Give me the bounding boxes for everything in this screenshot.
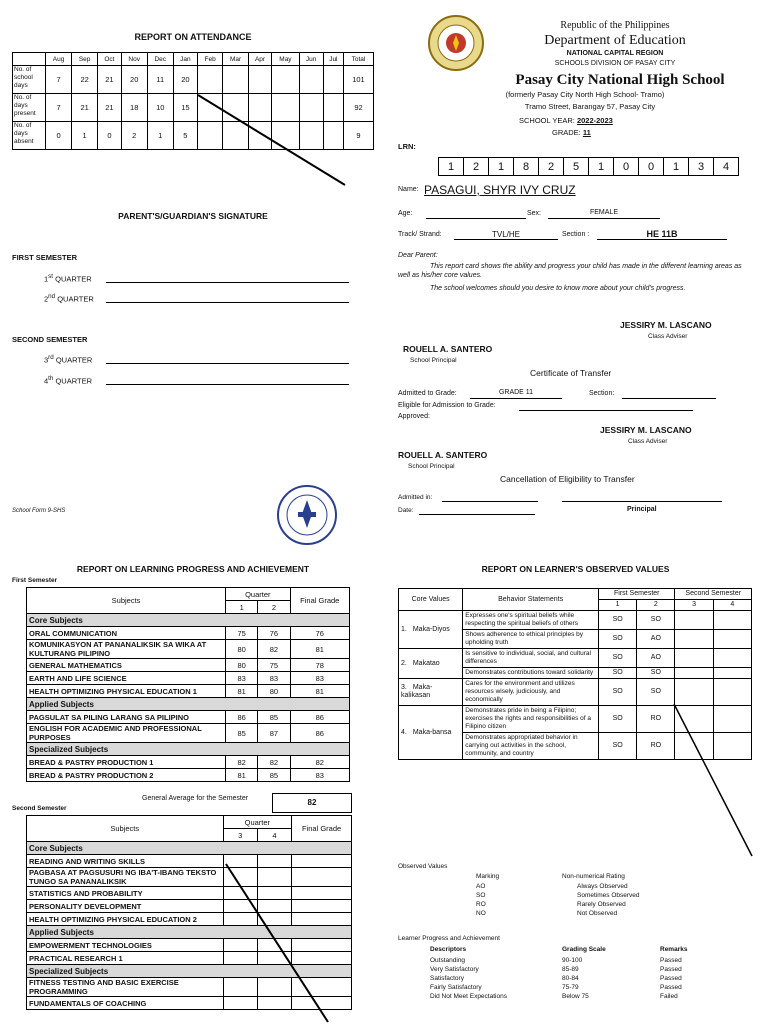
attendance-row-label: No. of days present	[13, 94, 46, 122]
q3-mark	[675, 649, 713, 668]
school-name: Pasay City National High School	[515, 72, 725, 88]
subject-row	[27, 724, 350, 743]
subject-name: STATISTICS AND PROBABILITY	[27, 887, 224, 900]
core-name: Maka-Diyos	[412, 625, 450, 633]
grade-label: GRADE:	[552, 128, 581, 137]
q3-signature-line[interactable]	[106, 353, 349, 364]
principal-name-2: ROUELL A. SANTERO	[398, 450, 488, 460]
scale-item	[430, 956, 730, 965]
q1-grade: 75	[226, 627, 258, 640]
grading-range: 75-79	[562, 984, 579, 991]
final-grade: 82	[290, 756, 349, 769]
q3-header: 3	[223, 829, 257, 842]
core-value	[399, 611, 463, 649]
region-label: NATIONAL CAPITAL REGION	[566, 50, 664, 57]
q3-mark	[675, 630, 713, 649]
q2-grade: 87	[258, 724, 290, 743]
specialized-subjects-row-label: Specialized Subjects	[27, 965, 352, 978]
final-grade: 81	[290, 640, 349, 659]
marking-code: NO	[476, 910, 486, 917]
attendance-title: REPORT ON ATTENDANCE	[134, 32, 252, 42]
transfer-title: Certificate of Transfer	[530, 368, 612, 378]
subject-name: ORAL COMMUNICATION	[27, 627, 226, 640]
core-subjects-row	[27, 842, 352, 855]
lrn-digit: 4	[714, 158, 739, 176]
month-header: May	[272, 53, 299, 66]
final-grade: 81	[290, 685, 349, 698]
second-semester-label: SECOND SEMESTER	[12, 335, 88, 344]
sy-label: SCHOOL YEAR:	[519, 116, 575, 125]
q2-mark: SO	[637, 611, 675, 630]
q2-mark: SO	[637, 679, 675, 706]
dear-label: Dear Parent:	[398, 252, 438, 259]
lrn-digit: 1	[489, 158, 514, 176]
core-value	[399, 679, 463, 706]
core-name: Maka-bansa	[412, 728, 452, 736]
vq3-header: 3	[675, 600, 713, 611]
attendance-cell: 18	[121, 94, 147, 122]
school-year	[519, 116, 613, 125]
month-header: Nov	[121, 53, 147, 66]
sex-label: Sex:	[527, 210, 542, 217]
q2-grade: 80	[258, 685, 290, 698]
marking-item	[476, 900, 676, 909]
cancellation-title: Cancellation of Eligibility to Transfer	[500, 474, 635, 484]
adviser-role-2: Class Adviser	[628, 438, 668, 445]
student-name: PASAGUI, SHYR IVY CRUZ	[424, 183, 576, 197]
subject-name: ENGLISH FOR ACADEMIC AND PROFESSIONAL PURPOSES	[27, 724, 226, 743]
subject-name: BREAD & PASTRY PRODUCTION 2	[27, 769, 226, 782]
month-header: Jun	[299, 53, 323, 66]
subject-name: FUNDAMENTALS OF COACHING	[27, 997, 224, 1010]
transfer-section-field[interactable]	[622, 389, 716, 399]
sy-value: 2022-2023	[576, 116, 613, 125]
q1-label: 1st QUARTER	[44, 273, 92, 284]
behavior-statement: Cares for the environment and utilizes resources wisely, judiciously, and economically	[463, 679, 599, 706]
marking-meaning: Rarely Observed	[577, 901, 626, 908]
q1-mark: SO	[599, 611, 637, 630]
q2-signature-line[interactable]	[106, 292, 349, 303]
subject-row	[27, 769, 350, 782]
guardian-title: PARENT'S/GUARDIAN'S SIGNATURE	[118, 211, 268, 221]
subject-name: PERSONALITY DEVELOPMENT	[27, 900, 224, 913]
behavior-statement: Demonstrates contributions toward solidarity	[463, 668, 599, 679]
applied-subjects-row	[27, 698, 350, 711]
q1-mark: SO	[599, 733, 637, 760]
quarter-header: Quarter	[226, 588, 290, 601]
marking-item	[476, 909, 676, 918]
quarter-header-2: Quarter	[223, 816, 292, 829]
lrn-digit: 1	[589, 158, 614, 176]
core-name: Maka-kalikasan	[401, 684, 433, 699]
q4-mark	[713, 630, 751, 649]
values-title: REPORT ON LEARNER'S OBSERVED VALUES	[481, 564, 670, 574]
vq1-header: 1	[599, 600, 637, 611]
principal-role-1: School Principal	[410, 357, 457, 364]
attendance-cell: 1	[147, 122, 173, 150]
address-label: Tramo Street, Barangay 57, Pasay City	[524, 102, 656, 111]
attendance-cell: 10	[147, 94, 173, 122]
descriptor: Fairly Satisfactory	[430, 984, 482, 991]
adviser-role-1: Class Adviser	[648, 333, 688, 340]
principal-name-1: ROUELL A. SANTERO	[403, 344, 493, 354]
attendance-cell: 11	[147, 66, 173, 94]
scale-item	[430, 974, 730, 983]
attendance-cell: 9	[343, 122, 373, 150]
subjects-header: Subjects	[27, 588, 226, 614]
marking-item	[476, 882, 676, 891]
q2-header: 2	[258, 601, 290, 614]
q2-grade: 85	[258, 769, 290, 782]
behavior-statement: Shows adherence to ethical principles by upholding truth	[463, 630, 599, 649]
month-header: Feb	[197, 53, 222, 66]
progress-label: Learner Progress and Achievement	[398, 935, 500, 942]
core-value	[399, 706, 463, 760]
remarks-header: Remarks	[660, 946, 688, 953]
adviser-name-1: JESSIRY M. LASCANO	[620, 320, 712, 330]
specialized-subjects-row	[27, 743, 350, 756]
observed-values-label: Observed Values	[398, 863, 448, 870]
department-label: Department of Education	[544, 33, 686, 48]
behavior-statement: Expresses one's spiritual beliefs while respecting the spiritual beliefs of others	[463, 611, 599, 630]
subject-name: FITNESS TESTING AND BASIC EXERCISE PROGRAMMING	[27, 978, 224, 997]
q2-grade: 83	[258, 672, 290, 685]
marking-list	[476, 882, 676, 918]
subject-row	[27, 672, 350, 685]
q4-header: 4	[257, 829, 291, 842]
attendance-cell: 101	[343, 66, 373, 94]
republic-label: Republic of the Philippines	[560, 20, 670, 31]
month-header: Oct	[98, 53, 121, 66]
attendance-cell: 92	[343, 94, 373, 122]
grading-scale-header: Grading Scale	[562, 946, 606, 953]
lrn-digit: 5	[564, 158, 589, 176]
subject-name: PAGBASA AT PAGSUSURI NG IBA'T-IBANG TEKSTO TUNGO SA PANANALIKSIK	[27, 868, 224, 887]
final-grade: 76	[290, 627, 349, 640]
subject-row	[27, 627, 350, 640]
q1-grade: 81	[226, 685, 258, 698]
behavior-statement: Demonstrates pride in being a Filipino; exercises the rights and responsibilities of a Filipino citizen	[463, 706, 599, 733]
q1-grade: 86	[226, 711, 258, 724]
q1-mark: SO	[599, 649, 637, 668]
blank-cell	[13, 53, 46, 66]
attendance-cell: 2	[121, 122, 147, 150]
final-grade: 86	[290, 724, 349, 743]
admitted-in-label: Admitted in:	[398, 494, 433, 501]
sem2-strike-line	[220, 860, 340, 1024]
core-subjects-row	[27, 614, 350, 627]
q2-mark: RO	[637, 706, 675, 733]
marking-code: AO	[476, 883, 486, 890]
month-header: Jul	[323, 53, 343, 66]
q2-grade: 75	[258, 659, 290, 672]
attendance-cell: 15	[173, 94, 197, 122]
school-seal-icon	[426, 14, 486, 72]
attendance-cell: 21	[98, 66, 121, 94]
attendance-cell: 1	[72, 122, 98, 150]
cancellation-principal-label: Principal	[627, 506, 657, 513]
letter-p1: This report card shows the ability and progress your child has made in the different learning areas as well as his/her core values.	[398, 263, 742, 279]
q2-mark: SO	[637, 668, 675, 679]
q2-mark: AO	[637, 630, 675, 649]
approved-label: Approved:	[398, 413, 430, 420]
subject-row	[27, 756, 350, 769]
values-strike-line	[668, 700, 758, 860]
q1-grade: 80	[226, 659, 258, 672]
grading-range: Below 75	[562, 993, 589, 1000]
vq2-header: 2	[637, 600, 675, 611]
core-values-header: Core Values	[399, 589, 463, 611]
q3-mark	[675, 611, 713, 630]
attendance-cell: 0	[46, 122, 72, 150]
core-num: 2.	[401, 659, 407, 667]
q1-grade: 83	[226, 672, 258, 685]
q3-label: 3rd QUARTER	[44, 354, 93, 365]
core-num: 3.	[401, 684, 407, 691]
subject-row	[27, 685, 350, 698]
q2-mark: AO	[637, 649, 675, 668]
remark: Passed	[660, 957, 682, 964]
date-label: Date:	[398, 507, 414, 514]
lrn-label: LRN:	[398, 142, 416, 151]
final-grade: 86	[290, 711, 349, 724]
attendance-cell: 21	[98, 94, 121, 122]
subject-name: HEALTH OPTIMIZING PHYSICAL EDUCATION 1	[27, 685, 226, 698]
month-header: Total	[343, 53, 373, 66]
deped-seal-icon	[276, 484, 338, 546]
marking-meaning: Always Observed	[577, 883, 628, 890]
track-label: Track/ Strand:	[398, 231, 442, 238]
q1-grade: 81	[226, 769, 258, 782]
lrn-digit: 3	[689, 158, 714, 176]
transfer-section-label: Section:	[589, 390, 615, 397]
admitted-in-field[interactable]	[442, 493, 538, 502]
name-label: Name:	[398, 186, 419, 193]
q2-mark: RO	[637, 733, 675, 760]
rating-header: Non-numerical Rating	[562, 873, 625, 880]
admitted-label: Admitted to Grade:	[398, 390, 457, 397]
form-label: School Form 9-SHS	[12, 508, 66, 514]
letter-p2: The school welcomes should you desire to know more about your child's progress.	[430, 285, 686, 292]
attendance-cell: 5	[173, 122, 197, 150]
core-num: 4.	[401, 728, 407, 736]
month-header: Mar	[223, 53, 248, 66]
subject-name: KOMUNIKASYON AT PANANALIKSIK SA WIKA AT KULTURANG PILIPINO	[27, 640, 226, 659]
admitted-value: GRADE 11	[470, 389, 562, 399]
formerly-label: (formerly Pasay City North High School- Tramo)	[505, 90, 665, 99]
principal-signature-line[interactable]	[562, 493, 722, 502]
attendance-cell: 20	[121, 66, 147, 94]
behavior-header: Behavior Statements	[463, 589, 599, 611]
subject-row	[27, 659, 350, 672]
sex-value: FEMALE	[548, 209, 660, 219]
q1-signature-line[interactable]	[106, 272, 349, 283]
attendance-cell: 21	[72, 94, 98, 122]
marking-header: Marking	[476, 873, 500, 880]
second-sem-label: Second Semester	[12, 805, 67, 812]
core-num: 1.	[401, 625, 407, 633]
marking-code: SO	[476, 892, 486, 899]
q2-grade: 76	[258, 627, 290, 640]
q1-mark: SO	[599, 679, 637, 706]
marking-item	[476, 891, 676, 900]
first-semester-grades-table	[26, 587, 350, 782]
core-subjects-row-label: Core Subjects	[27, 614, 350, 627]
q1-mark: SO	[599, 630, 637, 649]
subjects-header-2: Subjects	[27, 816, 224, 842]
q1-header: 1	[226, 601, 258, 614]
final-grade: 83	[290, 769, 349, 782]
attendance-row-label: No. of school days	[13, 66, 46, 94]
first-sem-label: First Semester	[12, 577, 58, 584]
date-field[interactable]	[419, 506, 535, 515]
subject-name: EMPOWERMENT TECHNOLOGIES	[27, 939, 224, 952]
grading-range: 85-89	[562, 966, 579, 973]
value-row	[399, 649, 752, 668]
attendance-cell: 7	[46, 94, 72, 122]
q3-mark	[675, 668, 713, 679]
specialized-subjects-row-label: Specialized Subjects	[27, 743, 350, 756]
remark: Failed	[660, 993, 678, 1000]
q1-grade: 85	[226, 724, 258, 743]
attendance-row-label: No. of days absent	[13, 122, 46, 150]
core-name: Makatao	[412, 659, 440, 667]
attendance-strike-line	[190, 90, 360, 190]
eligible-label: Eligible for Admission to Grade:	[398, 402, 496, 409]
subject-name: GENERAL MATHEMATICS	[27, 659, 226, 672]
descriptor: Did Not Meet Expectations	[430, 993, 507, 1000]
lrn-digit: 1	[664, 158, 689, 176]
subject-name: BREAD & PASTRY PRODUCTION 1	[27, 756, 226, 769]
attendance-cell: 7	[46, 66, 72, 94]
age-field[interactable]	[426, 209, 526, 219]
lrn-digit: 2	[464, 158, 489, 176]
final-grade: 78	[290, 659, 349, 672]
q2-grade: 82	[258, 756, 290, 769]
scale-item	[430, 983, 730, 992]
final-grade-header: Final Grade	[290, 588, 349, 614]
month-header: Apr	[248, 53, 271, 66]
month-header: Sep	[72, 53, 98, 66]
q1-grade: 82	[226, 756, 258, 769]
learning-title: REPORT ON LEARNING PROGRESS AND ACHIEVEMENT	[76, 564, 310, 574]
section-value: HE 11B	[597, 229, 727, 240]
lrn-digit: 1	[439, 158, 464, 176]
principal-role-2: School Principal	[408, 463, 455, 470]
q4-mark	[713, 668, 751, 679]
remark: Passed	[660, 975, 682, 982]
descriptor: Satisfactory	[430, 975, 464, 982]
applied-subjects-row-label: Applied Subjects	[27, 926, 352, 939]
q1-mark: SO	[599, 706, 637, 733]
descriptor: Outstanding	[430, 957, 466, 964]
q2-grade: 82	[258, 640, 290, 659]
q4-mark	[713, 611, 751, 630]
track-value: TVL/HE	[454, 230, 558, 240]
subject-name: READING AND WRITING SKILLS	[27, 855, 224, 868]
attendance-cell: 0	[98, 122, 121, 150]
second-sem-header: Second Semester	[675, 589, 752, 600]
age-label: Age:	[398, 210, 413, 217]
month-header: Jan	[173, 53, 197, 66]
subject-name: EARTH AND LIFE SCIENCE	[27, 672, 226, 685]
subject-name: HEALTH OPTIMIZING PHYSICAL EDUCATION 2	[27, 913, 224, 926]
first-sem-header: First Semester	[599, 589, 675, 600]
q4-signature-line[interactable]	[106, 374, 349, 385]
remark: Passed	[660, 966, 682, 973]
subject-row	[27, 711, 350, 724]
core-subjects-row-label: Core Subjects	[27, 842, 352, 855]
descriptors-header: Descriptors	[430, 946, 467, 953]
lrn-digit: 8	[514, 158, 539, 176]
grade-level	[552, 128, 591, 137]
marking-meaning: Not Observed	[577, 910, 618, 917]
subject-name: PRACTICAL RESEARCH 1	[27, 952, 224, 965]
remark: Passed	[660, 984, 682, 991]
subject-name: PAGSULAT SA PILING LARANG SA PILIPINO	[27, 711, 226, 724]
attendance-cell: 22	[72, 66, 98, 94]
subject-row	[27, 640, 350, 659]
grade-value: 11	[582, 128, 591, 137]
division-label: SCHOOLS DIVISION OF PASAY CITY	[554, 60, 676, 67]
final-grade-header-2: Final Grade	[292, 816, 352, 842]
attendance-cell: 20	[173, 66, 197, 94]
grading-range: 90-100	[562, 957, 583, 964]
q1-mark: SO	[599, 668, 637, 679]
month-header: Aug	[46, 53, 72, 66]
first-semester-label: FIRST SEMESTER	[12, 253, 78, 262]
core-value	[399, 649, 463, 679]
marking-meaning: Sometimes Observed	[577, 892, 640, 899]
section-label: Section :	[562, 231, 590, 238]
grading-range: 80-84	[562, 975, 579, 982]
scale-item	[430, 992, 730, 1001]
adviser-name-2: JESSIRY M. LASCANO	[600, 425, 692, 435]
marking-code: RO	[476, 901, 486, 908]
month-header: Dec	[147, 53, 173, 66]
general-average-label: General Average for the Semester	[142, 795, 249, 802]
general-average-value: 82	[272, 793, 352, 813]
scale-list	[430, 956, 730, 1001]
lrn-digit: 0	[614, 158, 639, 176]
behavior-statement: Is sensitive to individual, social, and cultural differences	[463, 649, 599, 668]
eligible-field[interactable]	[519, 401, 693, 411]
value-row	[399, 611, 752, 630]
vq4-header: 4	[713, 600, 751, 611]
final-grade: 83	[290, 672, 349, 685]
q2-label: 2nd QUARTER	[44, 293, 94, 304]
lrn-digit: 2	[539, 158, 564, 176]
q4-label: 4th QUARTER	[44, 375, 93, 386]
scale-item	[430, 965, 730, 974]
behavior-statement: Demonstrates appropriated behavior in carrying out activities in the school, community, and country	[463, 733, 599, 760]
lrn-digit: 0	[639, 158, 664, 176]
lrn-boxes	[438, 157, 739, 176]
applied-subjects-row-label: Applied Subjects	[27, 698, 350, 711]
q2-grade: 85	[258, 711, 290, 724]
q1-grade: 80	[226, 640, 258, 659]
descriptor: Very Satisfactory	[430, 966, 479, 973]
q4-mark	[713, 649, 751, 668]
